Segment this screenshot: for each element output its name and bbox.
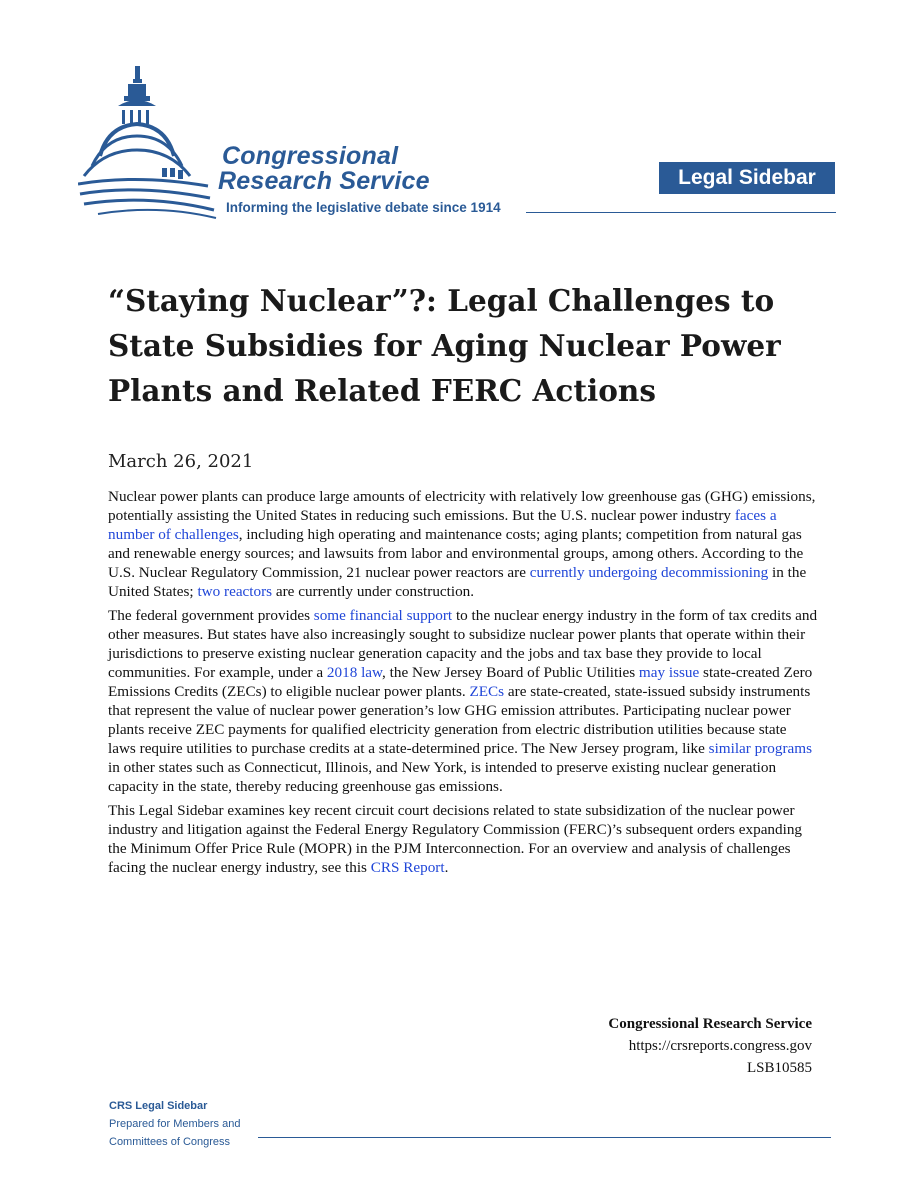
logo-org-line2: Research Service [218, 167, 430, 195]
crs-org-name: Congressional Research Service [608, 1016, 812, 1032]
p1-text-4: are currently under construction. [272, 583, 475, 600]
page-title: “Staying Nuclear”?: Legal Challenges to State Subsidies for Aging Nuclear Power Plants and Related FERC Actions [108, 283, 781, 408]
paragraph-2 [108, 606, 818, 796]
crs-url: https://crsreports.congress.gov [628, 1038, 812, 1054]
p1-text-3: in the United States; [108, 564, 807, 600]
p2-text-6: in other states such as Connecticut, Illinois, and New York, is intended to preserve existing nuclear generation capacity in the state, thereby reducing greenhouse gas emissions. [108, 759, 777, 795]
paragraph-1 [108, 487, 818, 601]
footer-committees: Committees of Congress [109, 1136, 231, 1148]
link-decommissioning[interactable]: currently undergoing decommissioning [529, 564, 769, 581]
crs-info-block [608, 1013, 812, 1079]
link-faces-challenges[interactable]: faces a number of challenges [108, 507, 777, 543]
p2-text-2: to the nuclear energy industry in the form of tax credits and other measures. But states have also increasingly sought to subsidize nuclear power plants that operate within their jurisdictions to preserve existing nuclear generation capacity and the jobs and tax base they provide to local communities. For example, under a [108, 607, 818, 681]
link-financial-support[interactable]: some financial support [313, 607, 453, 624]
p1-text-2: , including high operating and maintenance costs; aging plants; competition from natural gas and renewable energy sources; and lawsuits from labor and environmental groups, among others. According to the U.S. Nuclear Regulatory Commission, 21 nuclear power reactors are [108, 526, 804, 581]
header-divider [526, 212, 836, 213]
capitol-dome-icon [78, 66, 218, 226]
crs-report-id: LSB10585 [746, 1060, 812, 1076]
logo-org-line1: Congressional [222, 142, 399, 170]
link-crs-report[interactable]: CRS Report [370, 859, 445, 876]
logo-tagline: Informing the legislative debate since 1914 [226, 200, 501, 215]
footer-series: CRS Legal Sidebar [109, 1100, 208, 1112]
link-may-issue[interactable]: may issue [638, 664, 700, 681]
footer-prepared-for: Prepared for Members and [109, 1118, 241, 1130]
p2-text-1: The federal government provides [108, 607, 314, 624]
legal-sidebar-badge: Legal Sidebar [659, 162, 835, 194]
page-footer [109, 1097, 240, 1151]
p2-text-3: , the New Jersey Board of Public Utilities [382, 664, 639, 681]
link-similar-programs[interactable]: similar programs [708, 740, 813, 757]
logo-org-name [218, 144, 430, 194]
p1-text-1: Nuclear power plants can produce large amounts of electricity with relatively low greenhouse gas (GHG) emissions, potentially assisting the United States in reducing such emissions. But the U.S. nuclear power industry [108, 488, 816, 524]
paragraph-3 [108, 801, 818, 877]
footer-divider [258, 1137, 831, 1138]
article-body [108, 487, 818, 882]
publication-date: March 26, 2021 [108, 451, 254, 472]
p3-text-2: . [444, 859, 449, 876]
link-zecs[interactable]: ZECs [469, 683, 505, 700]
p2-text-5: are state-created, state-issued subsidy instruments that represent the value of nuclear power generation’s low GHG emission attributes. Participating nuclear power plants receive ZEC payments for qualified electricity generation from electric distribution utilities because state laws require utilities to purchase credits at a state-determined price. The New Jersey program, like [108, 683, 811, 757]
link-two-reactors[interactable]: two reactors [197, 583, 273, 600]
p3-text-1: This Legal Sidebar examines key recent circuit court decisions related to state subsidization of the nuclear power industry and litigation against the Federal Energy Regulatory Commission (FERC)’s subsequent orders expanding the Minimum Offer Price Rule (MOPR) in the PJM Interconnection. For an overview and analysis of challenges facing the nuclear energy industry, see this [108, 802, 803, 876]
link-2018-law[interactable]: 2018 law [326, 664, 383, 681]
p2-text-4: state-created Zero Emissions Credits (ZECs) to eligible nuclear power plants. [108, 664, 813, 700]
crs-logo [78, 66, 548, 226]
